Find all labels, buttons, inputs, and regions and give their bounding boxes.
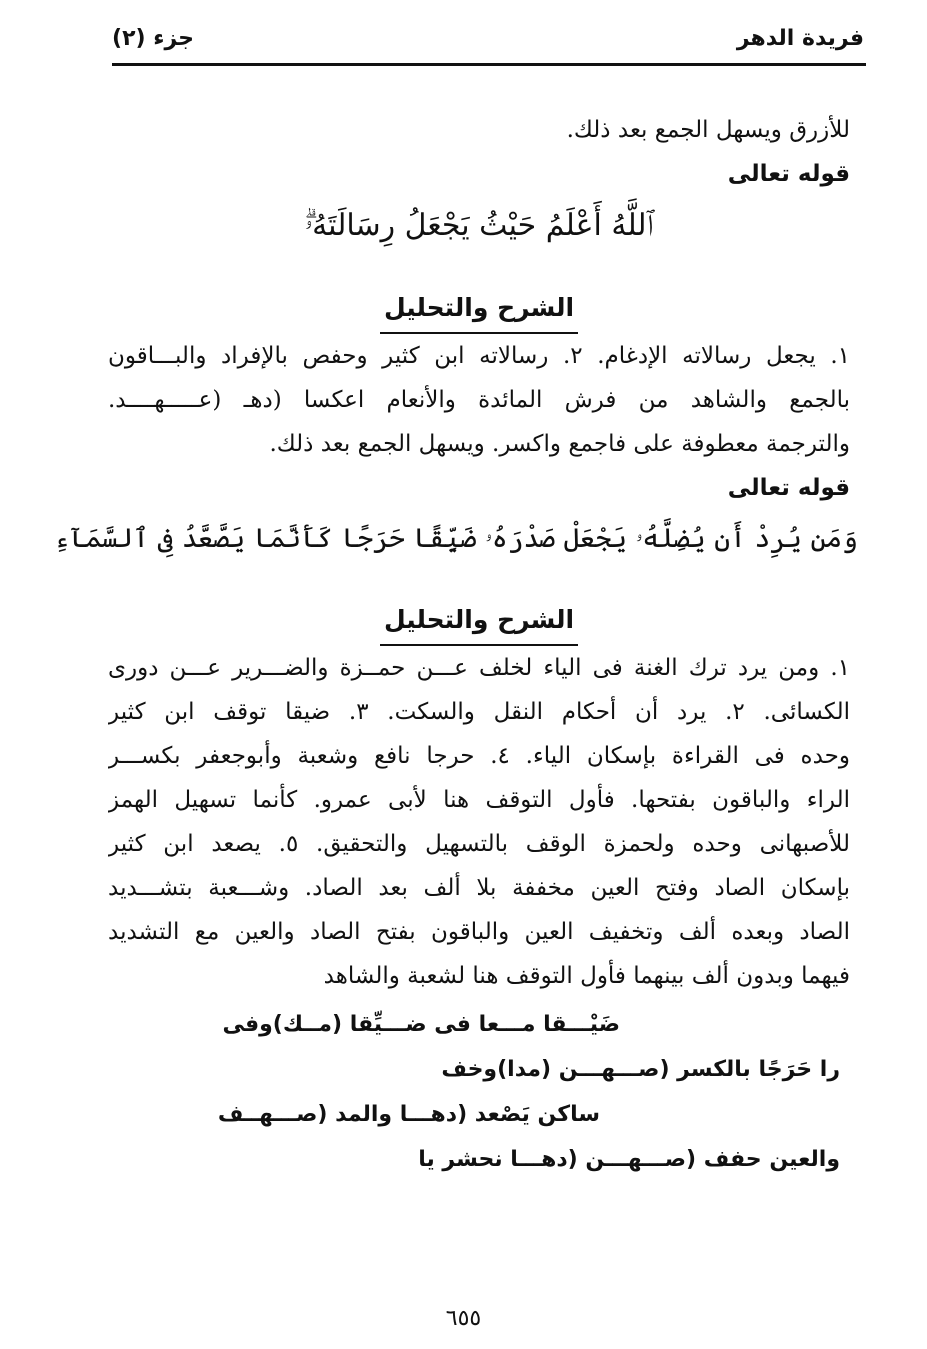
poem-line: والعين حفف (صـــهـــن (دهـــا نحشر يا (418, 1147, 840, 1172)
text-line: بالجمع والشاهد من فرش المائدة والأنعام اعكسا (دهـ (عـــــهــــد. (108, 387, 850, 413)
quran-verse: ٱللَّهُ أَعْلَمُ حَيْثُ يَجْعَلُ رِسَالَتَهُۥۗ (304, 208, 654, 243)
spacer (108, 568, 850, 598)
qawluhu-heading: قوله تعالى (727, 475, 850, 501)
poem-line: ساكن يَصْعد (دهـــا والمد (صـــهــف (217, 1102, 600, 1127)
running-header (112, 22, 864, 60)
text-line: للأزرق ويسهل الجمع بعد ذلك. (566, 117, 850, 143)
book-title: فريدة الدهر (736, 26, 864, 51)
section-title-text: الشرح والتحليل (380, 598, 578, 646)
text-line: بإسكان الصاد وفتح العين مخففة بلا ألف بعد الصاد. وشـــعبة بتشـــديد (108, 875, 850, 901)
text-line: الصاد وبعده ألف وتخفيف العين والباقون بفتح الصاد والعين مع التشديد (108, 919, 850, 945)
text-line: ١. ومن يرد ترك الغنة فى الياء لخلف عـــن حمــزة والضـــرير عـــن دورى (108, 655, 850, 681)
poem-block (108, 1002, 850, 1182)
poem-line: را حَرَجًا بالكسر (صـــهـــن (مدا)وخف (441, 1057, 840, 1082)
section-title (108, 598, 850, 646)
text-line: وحده فى القراءة بإسكان الياء. ٤. حرجا نافع وشعبة وأبوجعفر بكســـر (108, 743, 850, 769)
spacer (108, 256, 850, 286)
header-rule (112, 63, 866, 66)
text-line: الكسائى. ٢. يرد أن أحكام النقل والسكت. ٣. ضيقا توقف ابن كثير (108, 699, 850, 725)
qawluhu-heading: قوله تعالى (727, 161, 850, 187)
page-number: ٦٥٥ (445, 1306, 482, 1331)
section-title-text: الشرح والتحليل (380, 286, 578, 334)
text-line: والترجمة معطوفة على فاجمع واكسر. ويسهل الجمع بعد ذلك. (269, 431, 850, 457)
page-content (53, 108, 858, 1182)
text-line: الراء والباقون بفتحها. فأول التوقف هنا لأبى عمرو. كأنما تسهيل الهمز (108, 787, 850, 813)
text-line: فيهما وبدون ألف بينهما فأول التوقف هنا لشعبة والشاهد (323, 963, 850, 989)
text-line: للأصبهانى وحده ولحمزة الوقف بالتسهيل والتحقيق. ٥. يصعد ابن كثير (108, 831, 850, 857)
part-label: جزء (٢) (112, 26, 195, 51)
quran-verse: وَمَن يُرِدْ أَن يُضِلَّهُۥ يَجْعَلْ صَدْرَهُۥ ضَيِّقًا حَرَجًا كَأَنَّمَا يَصَّعَّدُ فِى ٱلسَّمَآءِ (53, 523, 858, 554)
poem-line: ضَيْـــقا مـــعا فى ضـــيِّقا (مــك)وفى (222, 1012, 620, 1037)
text-line: ١. يجعل رسالاته الإدغام. ٢. رسالاته ابن كثير وحفص بالإفراد والبـــاقون (108, 343, 850, 369)
section-title (108, 286, 850, 334)
